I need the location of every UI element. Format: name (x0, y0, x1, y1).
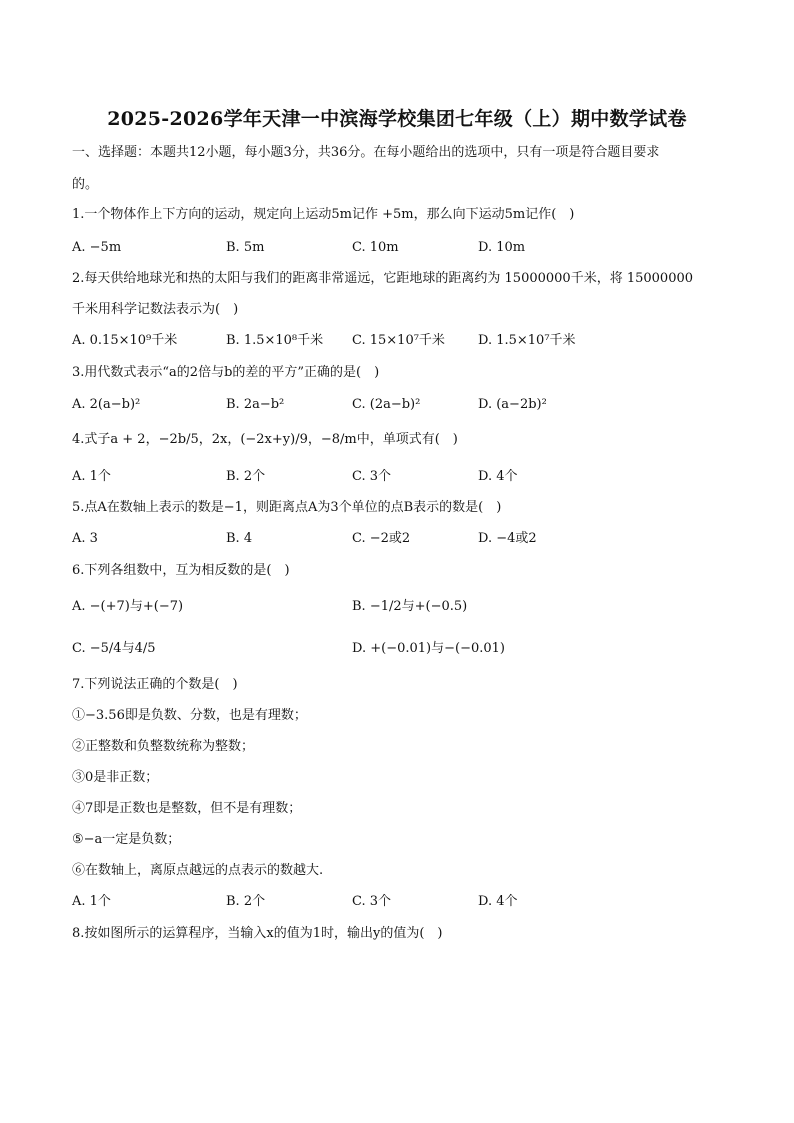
question-7-option-d: D. 4个 (478, 894, 518, 909)
question-3-option-c: C. (2a−b)² (352, 397, 421, 412)
question-7-option-a: A. 1个 (72, 894, 111, 909)
question-5-stem: 5.点A在数轴上表示的数是−1，则距离点A为3个单位的点B表示的数是( ) (72, 500, 502, 515)
question-4-option-c: C. 3个 (352, 469, 392, 484)
question-3-option-d: D. (a−2b)² (478, 397, 547, 412)
question-5-option-b: B. 4 (226, 531, 253, 546)
question-6-stem: 6.下列各组数中，互为相反数的是( ) (72, 563, 290, 578)
page-title: 2025-2026学年天津一中滨海学校集团七年级（上）期中数学试卷 (107, 108, 687, 130)
question-1-stem: 1.一个物体作上下方向的运动，规定向上运动5m记作 +5m，那么向下运动5m记作( ) (72, 207, 575, 222)
question-6-option-d: D. +(−0.01)与−(−0.01) (352, 641, 505, 656)
question-2-option-c: C. 15×10⁷千米 (352, 333, 445, 348)
section-heading-line1: 一、选择题：本题共12小题，每小题3分，共36分。在每小题给出的选项中，只有一项是符合题目要求 (72, 145, 660, 160)
question-7-item-2: ②正整数和负整数统称为整数； (72, 739, 255, 754)
question-2-option-a: A. 0.15×10⁹千米 (72, 333, 178, 348)
question-4-option-b: B. 2个 (226, 469, 266, 484)
question-5-option-a: A. 3 (72, 531, 98, 546)
question-4-option-a: A. 1个 (72, 469, 111, 484)
question-4-stem: 4.式子a + 2，−2b/5，2x，(−2x+y)/9，−8/m中，单项式有( ) (72, 432, 458, 447)
question-7-item-5: ⑤−a一定是负数； (72, 832, 181, 847)
question-6-option-b: B. −1/2与+(−0.5) (352, 599, 468, 614)
question-4-option-d: D. 4个 (478, 469, 518, 484)
question-2-stem: 2.每天供给地球光和热的太阳与我们的距离非常遥远，它距地球的距离约为 15000000千米，将 15000000 (72, 271, 694, 286)
section-heading-line2: 的。 (72, 177, 99, 192)
question-5-option-d: D. −4或2 (478, 531, 537, 546)
question-2-stem-cont: 千米用科学记数法表示为( ) (72, 302, 239, 317)
question-7-item-4: ④7即是正数也是整数，但不是有理数； (72, 801, 302, 816)
question-7-option-b: B. 2个 (226, 894, 266, 909)
question-3-option-a: A. 2(a−b)² (72, 397, 141, 412)
question-7-item-3: ③0是非正数； (72, 770, 159, 785)
question-1-option-d: D. 10m (478, 240, 526, 255)
question-3-option-b: B. 2a−b² (226, 397, 285, 412)
question-7-stem: 7.下列说法正确的个数是( ) (72, 677, 238, 692)
question-8-stem: 8.按如图所示的运算程序，当输入x的值为1时，输出y的值为( ) (72, 926, 443, 941)
question-6-option-a: A. −(+7)与+(−7) (72, 599, 184, 614)
question-7-option-c: C. 3个 (352, 894, 392, 909)
question-2-option-d: D. 1.5×10⁷千米 (478, 333, 576, 348)
question-6-option-c: C. −5/4与4/5 (72, 641, 156, 656)
question-7-item-6: ⑥在数轴上，离原点越远的点表示的数越大. (72, 863, 324, 878)
question-1-option-c: C. 10m (352, 240, 399, 255)
question-5-option-c: C. −2或2 (352, 531, 411, 546)
question-2-option-b: B. 1.5×10⁸千米 (226, 333, 324, 348)
question-1-option-b: B. 5m (226, 240, 265, 255)
question-7-item-1: ①−3.56即是负数、分数，也是有理数； (72, 708, 307, 723)
question-1-option-a: A. −5m (72, 240, 122, 255)
question-3-stem: 3.用代数式表示“a的2倍与b的差的平方”正确的是( ) (72, 365, 380, 380)
